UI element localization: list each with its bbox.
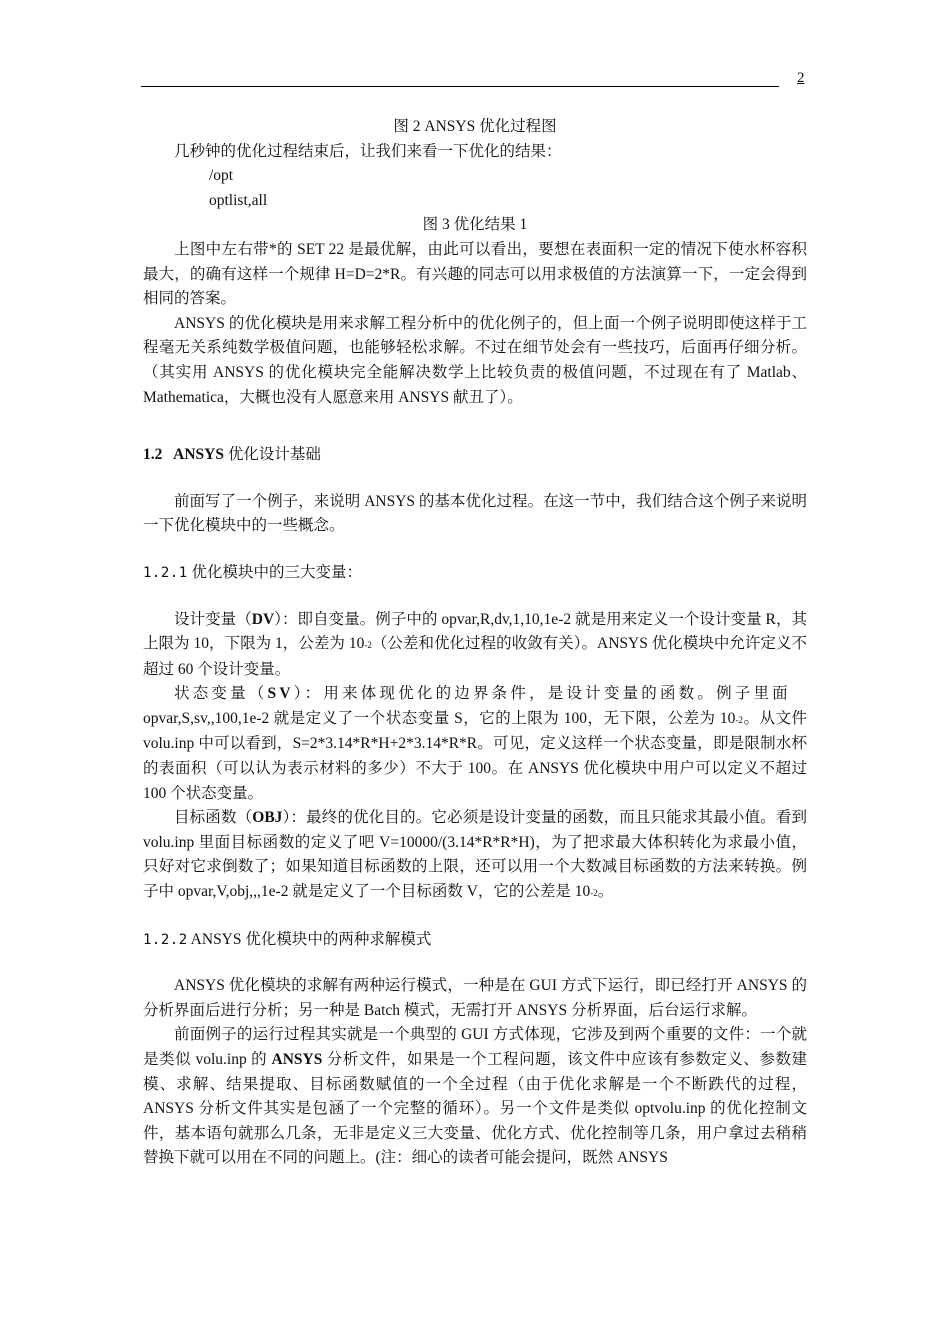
intro-paragraph: 几秒钟的优化过程结束后，让我们来看一下优化的结果： xyxy=(174,142,562,160)
page-number: 2 xyxy=(797,70,805,86)
dv-abbr: DV xyxy=(251,610,275,628)
files-bold-ansys: ANSYS xyxy=(271,1051,323,1068)
section-1-2-1-heading xyxy=(143,561,807,586)
obj-text-a: ）：最终的优化目的。它必须是设计变量的函数，而且只能求其最小值。看到 volu.inp 里面目标函数的定义了吧 V=10000/(3.14*R*R*H)，为了把求最大体积转化为求最小值，只好对它求倒数了；如果知道目标函数的上限，还可以用一个大数减目标函数的方法来转换。例子中 opvar,V,obj,,,1e-2 就是定义了一个目标函数 V，它的公差是 10 xyxy=(143,809,807,901)
ansys-paragraph: ANSYS 的优化模块是用来求解工程分析中的优化例子的，但上面一个例子说明即使这样于工程毫无关系纯数学极值问题，也能够轻松求解。不过在细节处会有一些技巧，后面再仔细分析。（其实用 ANSYS 的优化模块完全能解决数学上比较负责的极值问题，不过现在有了 Matlab、Mathematica，大概也没有人愿意来用 ANSYS 献丑了）。 xyxy=(143,314,807,406)
result-paragraph: 上图中左右带*的 SET 22 是最优解，由此可以看出，要想在表面积一定的情况下使水杯容积最大，的确有这样一个规律 H=D=2*R。有兴趣的同志可以用求极值的方法演算一下，一定会得到相同的答案。 xyxy=(143,240,807,308)
section-1-2-1-number: 1.2.1 xyxy=(143,564,188,581)
sv-text-a: ）：用来体现优化的边界条件，是设计变量的函数。例子里面 xyxy=(293,685,791,703)
section-1-2-1-title: 优化模块中的三大变量： xyxy=(187,563,363,581)
code-line-opt: /opt xyxy=(209,167,234,185)
files-text-a: 前面例子的运行过程其实就是一个典型的 GUI 方式体现，它涉及到两个重要的文件：一个就是类似 volu.inp 的 xyxy=(143,1026,807,1068)
sv-text-b: opvar,S,sv,,100,1e-2 就是定义了一个状态变量 S，它的上限为 100，无下限，公差为 10 xyxy=(143,709,736,727)
figure-2-caption: 图 2 ANSYS 优化过程图 xyxy=(393,118,557,135)
section-1-2-number: 1.2 xyxy=(143,446,163,464)
header-rule xyxy=(141,86,779,87)
document-body xyxy=(143,115,807,1171)
section-1-2-paragraph: 前面写了一个例子，来说明 ANSYS 的基本优化过程。在这一节中，我们结合这个例子来说明一下优化模块中的一些概念。 xyxy=(143,492,807,535)
section-1-2-2-heading xyxy=(143,928,807,953)
section-1-2-2-title: ANSYS 优化模块中的两种求解模式 xyxy=(187,930,432,948)
dv-exponent: -2 xyxy=(364,640,372,651)
sv-abbr: SV xyxy=(267,685,294,703)
section-1-2-2-number: 1.2.2 xyxy=(143,931,188,948)
files-text-b: 分析文件，如果是一个工程问题，该文件中应该有参数定义、参数建模、求解、结果提取、目标函数赋值的一个全过程（由于优化求解是一个不断跌代的过程，ANSYS 分析文件其实是包涵了一个完整的循环）。另一个文件是类似 optvolu.inp 的优化控制文件，基本语句就那么几条，无非是定义三大变量、优化方式、优化控制等几条，用户拿过去稍稍替换下就可以用在不同的问题上。(注：细心的读者可能会提问，既然 ANSYS xyxy=(143,1051,807,1167)
obj-abbr: OBJ xyxy=(252,809,283,827)
section-1-2-heading xyxy=(143,443,807,468)
sv-text-c: 。从文件 volu.inp 中可以看到，S=2*3.14*R*H+2*3.14*R*R。可见，定义这样一个状态变量，即是限制水杯的表面积（可以认为表示材料的多少）不大于 100。在 ANSYS 优化模块中用户可以定义不超过 100 个状态变量。 xyxy=(143,709,807,802)
obj-label-prefix: 目标函数（ xyxy=(174,809,253,827)
dv-text-b: （公差和优化过程的收敛有关）。ANSYS 优化模块中允许定义不超过 60 个设计变量。 xyxy=(143,635,807,678)
sv-label-prefix: 状态变量（ xyxy=(174,685,268,703)
sv-paragraph xyxy=(143,682,807,806)
section-1-2-title-rest: 优化设计基础 xyxy=(223,446,321,464)
modes-paragraph: ANSYS 优化模块的求解有两种运行模式，一种是在 GUI 方式下运行，即已经打开 ANSYS 的分析界面后进行分析；另一种是 Batch 模式，无需打开 ANSYS 分析界面，后台运行求解。 xyxy=(143,977,807,1019)
files-paragraph xyxy=(143,1023,807,1171)
obj-exponent: -2 xyxy=(590,888,598,899)
obj-paragraph xyxy=(143,806,807,905)
dv-text-a: ）：即自变量。例子中的 opvar,R,dv,1,10,1e-2 就是用来定义一个设计变量 R，其上限为 10，下限为 1，公差为 10 xyxy=(143,610,807,653)
figure-3-caption: 图 3 优化结果 1 xyxy=(422,216,528,234)
dv-label-prefix: 设计变量（ xyxy=(174,610,252,628)
code-line-optlist: optlist,all xyxy=(209,191,268,209)
dv-paragraph xyxy=(143,608,807,683)
section-1-2-title-bold: ANSYS xyxy=(173,446,224,464)
obj-text-b: 。 xyxy=(597,883,614,901)
sv-exponent: -2 xyxy=(735,714,743,725)
